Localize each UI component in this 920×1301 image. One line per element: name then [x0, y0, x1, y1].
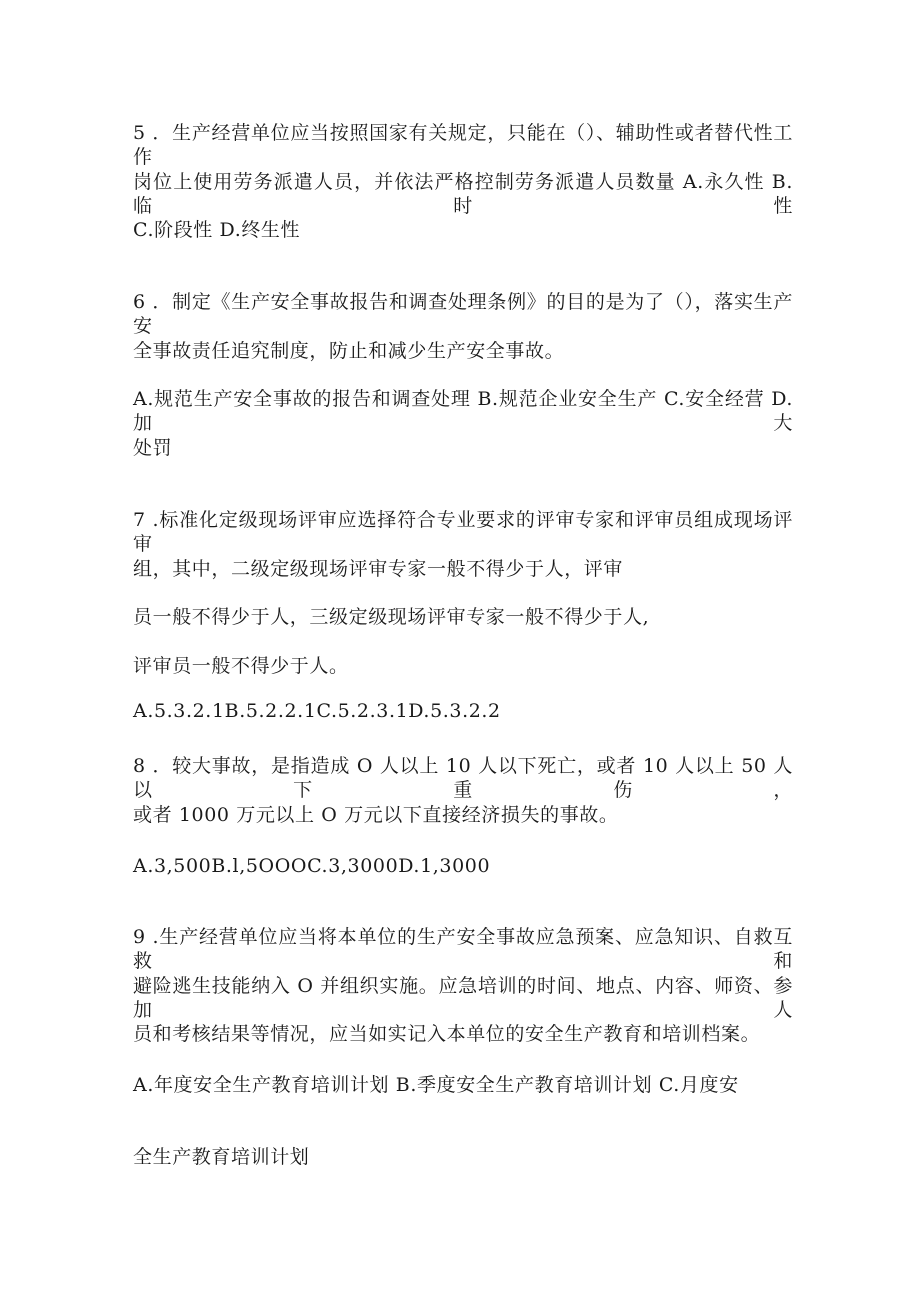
question-5-line-1: 5 ．生产经营单位应当按照国家有关规定，只能在（）、辅助性或者替代性工作: [133, 122, 793, 168]
question-6-line-1: 6 ．制定《生产安全事故报告和调查处理条例》的目的是为了（），落实生产安: [133, 291, 793, 337]
question-8-line-2: 或者 1000 万元以上 O 万元以下直接经济损失的事故。: [133, 804, 619, 826]
question-7-line-1: 7 .标准化定级现场评审应选择符合专业要求的评审专家和评审员组成现场评审: [133, 509, 793, 555]
question-7-line-3: 员一般不得少于人，三级定级现场评审专家一般不得少于人,: [133, 606, 650, 628]
question-9-line-2: 避险逃生技能纳入 O 并组织实施。应急培训的时间、地点、内容、师资、参加人: [133, 975, 793, 1021]
question-6-line-3: A.规范生产安全事故的报告和调查处理 B.规范企业安全生产 C.安全经营 D.加大: [133, 388, 793, 434]
question-8-line-1: 8 ．较大事故，是指造成 O 人以上 10 人以下死亡，或者 10 人以上 50 人以下重伤，: [133, 755, 793, 801]
question-5-line-3: C.阶段性 D.终生性: [133, 219, 301, 241]
question-9-line-4: A.年度安全生产教育培训计划 B.季度安全生产教育培训计划 C.月度安: [133, 1074, 739, 1096]
question-5-line-2: 岗位上使用劳务派遣人员，并依法严格控制劳务派遣人员数量 A.永久性 B.临时性: [133, 171, 793, 217]
question-9-line-1: 9 .生产经营单位应当将本单位的生产安全事故应急预案、应急知识、自救互救和: [133, 926, 793, 972]
question-7-options: A.5.3.2.1B.5.2.2.1C.5.2.3.1D.5.3.2.2: [133, 700, 501, 722]
question-6-line-2: 全事故责任追究制度，防止和减少生产安全事故。: [133, 340, 565, 362]
question-7-line-4: 评审员一般不得少于人。: [133, 655, 349, 677]
question-9-line-5: 全生产教育培训计划: [133, 1146, 310, 1168]
question-7-line-2: 组，其中，二级定级现场评审专家一般不得少于人，评审: [133, 558, 624, 580]
question-9-line-3: 员和考核结果等情况，应当如实记入本单位的安全生产教育和培训档案。: [133, 1023, 761, 1045]
question-6-line-4: 处罚: [133, 437, 173, 459]
question-8-options: A.3,500B.l,5OOOC.3,3000D.1,3000: [133, 855, 491, 877]
